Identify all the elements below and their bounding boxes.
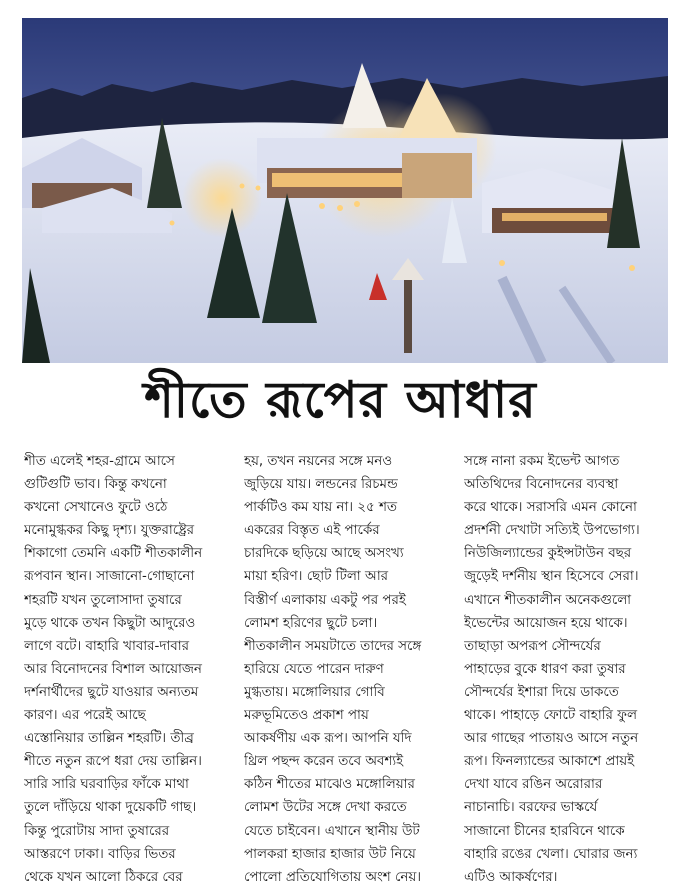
text-line: তুলে দাঁড়িয়ে থাকা দুয়েকটি গাছ। [24, 800, 197, 816]
text-line: সারি সারি ঘরবাড়ির ফাঁকে মাথা [24, 777, 189, 793]
text-line: রূপবান স্থান। সাজানো-গোছানো [24, 569, 195, 585]
column-3 [464, 450, 664, 885]
text-line: একরের বিস্তৃত এই পার্কের [244, 523, 380, 539]
text-line: শীত এলেই শহর-গ্রামে আসে [24, 454, 175, 469]
text-line: শীতকালীন সময়টাতে তাদের সঙ্গে [244, 638, 422, 654]
text-line: আস্তরণে ঢাকা। বাড়ির ভিতর [24, 846, 176, 862]
text-line: সাজানো চীনের হারবিনে থাকে [464, 823, 625, 839]
column-2 [244, 450, 444, 885]
text-line: আর গাছের পাতায়ও আসে নতুন [464, 731, 639, 747]
text-line: কিন্তু পুরোটায় সাদা তুষারের [24, 823, 170, 839]
text-line: লোমশ উটের সঙ্গে দেখা করতে [244, 800, 407, 816]
text-line: রূপ। ফিনল্যান্ডের আকাশে প্রায়ই [464, 754, 635, 770]
text-line: কখনো সেখানেও ফুটে ওঠে [24, 500, 168, 516]
text-line: যেতে চাইবেন। এখানে স্থানীয় উট [244, 823, 420, 839]
text-line: থেকে যখন আলো ঠিকরে বের [24, 869, 183, 885]
text-line: জুড়িয়ে যায়। লন্ডনের রিচমন্ড [244, 477, 398, 493]
text-line: মুড়ে থাকে তখন কিছুটা আদুরেও [24, 615, 196, 631]
text-line: মনোমুগ্ধকর কিছু দৃশ্য। যুক্তরাষ্ট্রের [24, 523, 195, 539]
text-line: নাচানাচি। বরফের ভাস্কর্যে [464, 800, 598, 816]
article-headline: শীতে রূপের আধার [144, 371, 537, 429]
text-line: পার্কটিও কম যায় না। ২৫ শত [244, 500, 397, 516]
text-line: অতিথিদের বিনোদনের ব্যবস্থা [464, 477, 619, 493]
text-line: তাছাড়া অপরূপ সৌন্দর্যের [464, 638, 601, 654]
text-line: কারণ। এর পরেই আছে [24, 708, 146, 724]
text-line: চারদিকে ছড়িয়ে আছে অসংখ্য [244, 546, 404, 562]
text-line: করে থাকে। সরাসরি এমন কোনো [464, 500, 637, 516]
text-line: শহরটি যখন তুলোসাদা তুষারে [24, 592, 182, 608]
text-line: হয়, তখন নয়নের সঙ্গে মনও [244, 454, 393, 469]
text-line: মুগ্ধতায়। মঙ্গোলিয়ার গোবি [244, 684, 385, 700]
text-line: এখানে শীতকালীন অনেকগুলো [464, 592, 632, 608]
text-line: থাকে। পাহাড়ে ফোটে বাহারি ফুল [464, 708, 637, 724]
text-line: মরুভূমিতেও প্রকাশ পায় [244, 708, 369, 724]
text-line: পাহাড়ের বুকে ধারণ করা তুষার [464, 661, 626, 677]
text-line: জুড়েই দর্শনীয় স্থান হিসেবে সেরা। [464, 569, 639, 585]
text-line: ইভেন্টের আয়োজন হয়ে থাকে। [464, 615, 628, 631]
text-line: নিউজিল্যান্ডের কুইন্সটাউন বছর [464, 546, 632, 562]
text-line: গুটিগুটি ভাব। কিন্তু কখনো [24, 477, 167, 493]
column-1 [24, 450, 224, 885]
text-line: শীতে নতুন রূপে ধরা দেয় তাল্লিন। [24, 754, 202, 770]
text-line: মায়া হরিণ। ছোট টিলা আর [244, 569, 388, 585]
snowy-village-photo [22, 18, 668, 363]
text-line: বাহারি রঙের খেলা। ঘোরার জন্য [464, 846, 638, 862]
text-line: বিস্তীর্ণ এলাকায় একটু পর পরই [244, 592, 406, 608]
text-line: এটিও আকর্ষণের। [464, 869, 558, 885]
text-line: হারিয়ে যেতে পারেন দারুণ [244, 661, 384, 677]
text-line: লোমশ হরিণের ছুটে চলা। [244, 615, 378, 631]
text-line: এস্তোনিয়ার তাল্লিন শহরটি। তীব্র [24, 731, 194, 747]
text-line: আর বিনোদনের বিশাল আয়োজন [24, 661, 202, 677]
text-line: কঠিন শীতের মাঝেও মঙ্গোলিয়ার [244, 777, 415, 793]
text-line: শিকাগো তেমনি একটি শীতকালীন [24, 546, 203, 562]
article-body [24, 450, 664, 885]
text-line: থ্রিল পছন্দ করেন তবে অবশ্যই [244, 754, 404, 770]
text-line: সৌন্দর্যের ইশারা দিয়ে ডাকতে [464, 684, 619, 700]
text-line: দর্শনার্থীদের ছুটে যাওয়ার অন্যতম [24, 684, 199, 700]
text-line: পোলো প্রতিযোগিতায় অংশ নেয়। [244, 869, 422, 885]
text-line: পালকরা হাজার হাজার উট নিয়ে [244, 846, 416, 862]
text-line: দেখা যাবে রঙিন অরোরার [464, 777, 603, 793]
text-line: প্রদর্শনী দেখাটা সত্যিই উপভোগ্য। [464, 523, 640, 539]
text-line: লাগে বটে। বাহারি খাবার-দাবার [24, 638, 189, 654]
text-line: আকর্ষণীয় এক রূপ। আপনি যদি [244, 731, 412, 747]
text-line: সঙ্গে নানা রকম ইভেন্ট আগত [464, 454, 620, 469]
